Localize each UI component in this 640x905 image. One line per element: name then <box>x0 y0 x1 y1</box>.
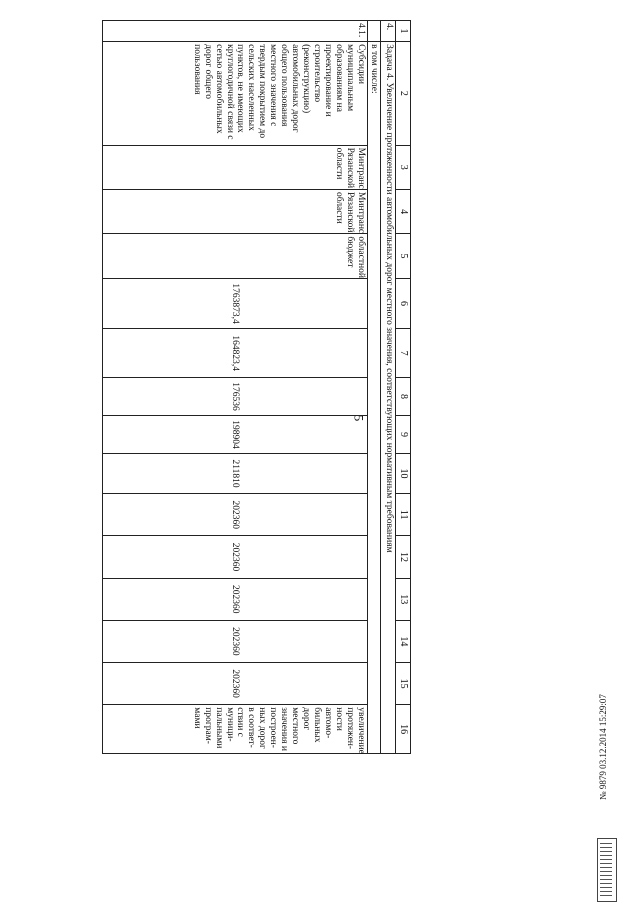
including-empty <box>367 21 381 42</box>
table-row <box>102 21 367 754</box>
row-col4: Минтранс Рязанской области <box>102 189 367 233</box>
col-num-11: 11 <box>396 494 411 536</box>
col-num-5: 5 <box>396 234 411 278</box>
col-num-4: 4 <box>396 189 411 233</box>
col-num-3: 3 <box>396 145 411 189</box>
col-num-6: 6 <box>396 278 411 329</box>
row-col3: Минтранс Рязанской области <box>102 145 367 189</box>
task-title: Задача 4. Увеличение протяженности автомобильных дорог местного значения, соответствующих нормативным требованиям <box>381 42 396 754</box>
task-row <box>381 21 396 754</box>
table-wrapper <box>85 20 411 754</box>
row-col8: 176536 <box>102 377 367 415</box>
header-row <box>396 21 411 754</box>
col-num-10: 10 <box>396 453 411 493</box>
row-col10: 211810 <box>102 453 367 493</box>
program-table <box>102 20 411 754</box>
task-number: 4. <box>381 21 396 42</box>
row-col5: областной бюджет <box>102 234 367 278</box>
row-col12: 202360 <box>102 536 367 578</box>
col-num-14: 14 <box>396 620 411 662</box>
including-row <box>367 21 381 754</box>
row-col15: 202360 <box>102 663 367 705</box>
row-col13: 202360 <box>102 578 367 620</box>
row-col14: 202360 <box>102 620 367 662</box>
col-num-13: 13 <box>396 578 411 620</box>
row-col6: 1763873,4 <box>102 278 367 329</box>
row-col7: 164823,4 <box>102 329 367 378</box>
col-num-12: 12 <box>396 536 411 578</box>
col-num-1: 1 <box>396 21 411 42</box>
col-num-9: 9 <box>396 415 411 453</box>
col-num-7: 7 <box>396 329 411 378</box>
barcode-icon <box>600 842 612 896</box>
registration-text: № 9879 03.12.2014 15:29:07 <box>598 694 608 800</box>
col-num-16: 16 <box>396 705 411 754</box>
row-number: 4.1. <box>102 21 367 42</box>
col-num-2: 2 <box>396 42 411 146</box>
page-number: 5 <box>351 414 367 422</box>
row-col11: 202360 <box>102 494 367 536</box>
row-col16: увеличение протяжен-ности автомо-бильных дорог местного значения и построен-ных дорог в соответ-ствии с муници-пальными програм-мами <box>102 705 367 754</box>
col-num-8: 8 <box>396 377 411 415</box>
rotated-table <box>85 20 411 754</box>
col-num-15: 15 <box>396 663 411 705</box>
row-col9: 198904 <box>102 415 367 453</box>
row-name: Субсидии муниципальным образованиям на проектирование и строительство (реконструкцию) автомобильных дорог общего пользования местного значения с твердым покрытием до сельских населенных пунктов, не имеющих круглогодичной связи с сетью автомобильных дорог общего пользования <box>102 42 367 146</box>
including-label: в том числе: <box>367 42 381 754</box>
